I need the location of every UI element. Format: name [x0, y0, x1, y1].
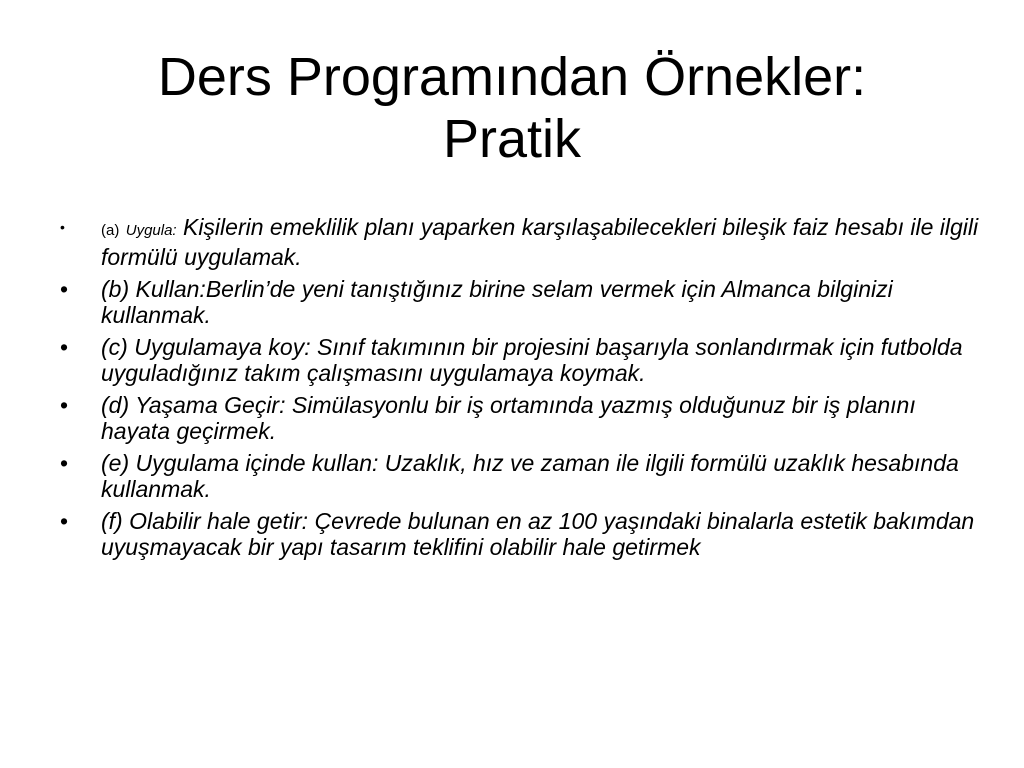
bullet-d-text: (d) Yaşama Geçir: Simülasyonlu bir iş ortamında yazmış olduğunuz bir iş planını hayata geçirmek. — [101, 392, 916, 444]
bullet-icon: • — [60, 392, 69, 418]
bullet-item-c — [60, 334, 980, 386]
bullet-b-text: (b) Kullan:Berlin’de yeni tanıştığınız birine selam vermek için Almanca bilginizi kullanmak. — [101, 276, 893, 328]
slide-title-line-2: Pratik — [442, 109, 582, 169]
slide-title-line-1: Ders Programından Örnekler: — [157, 47, 867, 107]
bullet-a-text: Kişilerin emeklilik planı yaparken karşılaşabilecekleri bileşik faiz hesabı ile ilgili formülü uygulamak. — [101, 214, 979, 270]
bullet-item-a — [60, 214, 980, 270]
bullet-item-f — [60, 508, 980, 560]
bullet-item-b — [60, 276, 980, 328]
bullet-icon: • — [60, 276, 69, 302]
bullet-c-text: (c) Uygulamaya koy: Sınıf takımının bir projesini başarıyla sonlandırmak için futbolda uyguladığınız takım çalışmasını uygulamaya koymak. — [101, 334, 963, 386]
bullet-item-d — [60, 392, 980, 444]
bullet-f-text: (f) Olabilir hale getir: Çevrede bulunan en az 100 yaşındaki binalarla estetik bakımdan uyuşmayacak bir yapı tasarım teklifini olabilir hale getirmek — [101, 508, 975, 560]
bullet-icon: • — [60, 508, 69, 534]
bullet-item-e — [60, 450, 980, 502]
bullet-a-keyword: Uygula: — [125, 222, 177, 239]
bullet-icon: • — [60, 219, 65, 235]
bullet-icon: • — [60, 334, 69, 360]
slide-title — [40, 46, 984, 170]
bullet-a-letter: (a) — [101, 222, 120, 239]
bullet-icon: • — [60, 450, 69, 476]
bullet-e-text: (e) Uygulama içinde kullan: Uzaklık, hız ve zaman ile ilgili formülü uzaklık hesabında kullanmak. — [101, 450, 959, 502]
bullet-list — [60, 214, 980, 566]
